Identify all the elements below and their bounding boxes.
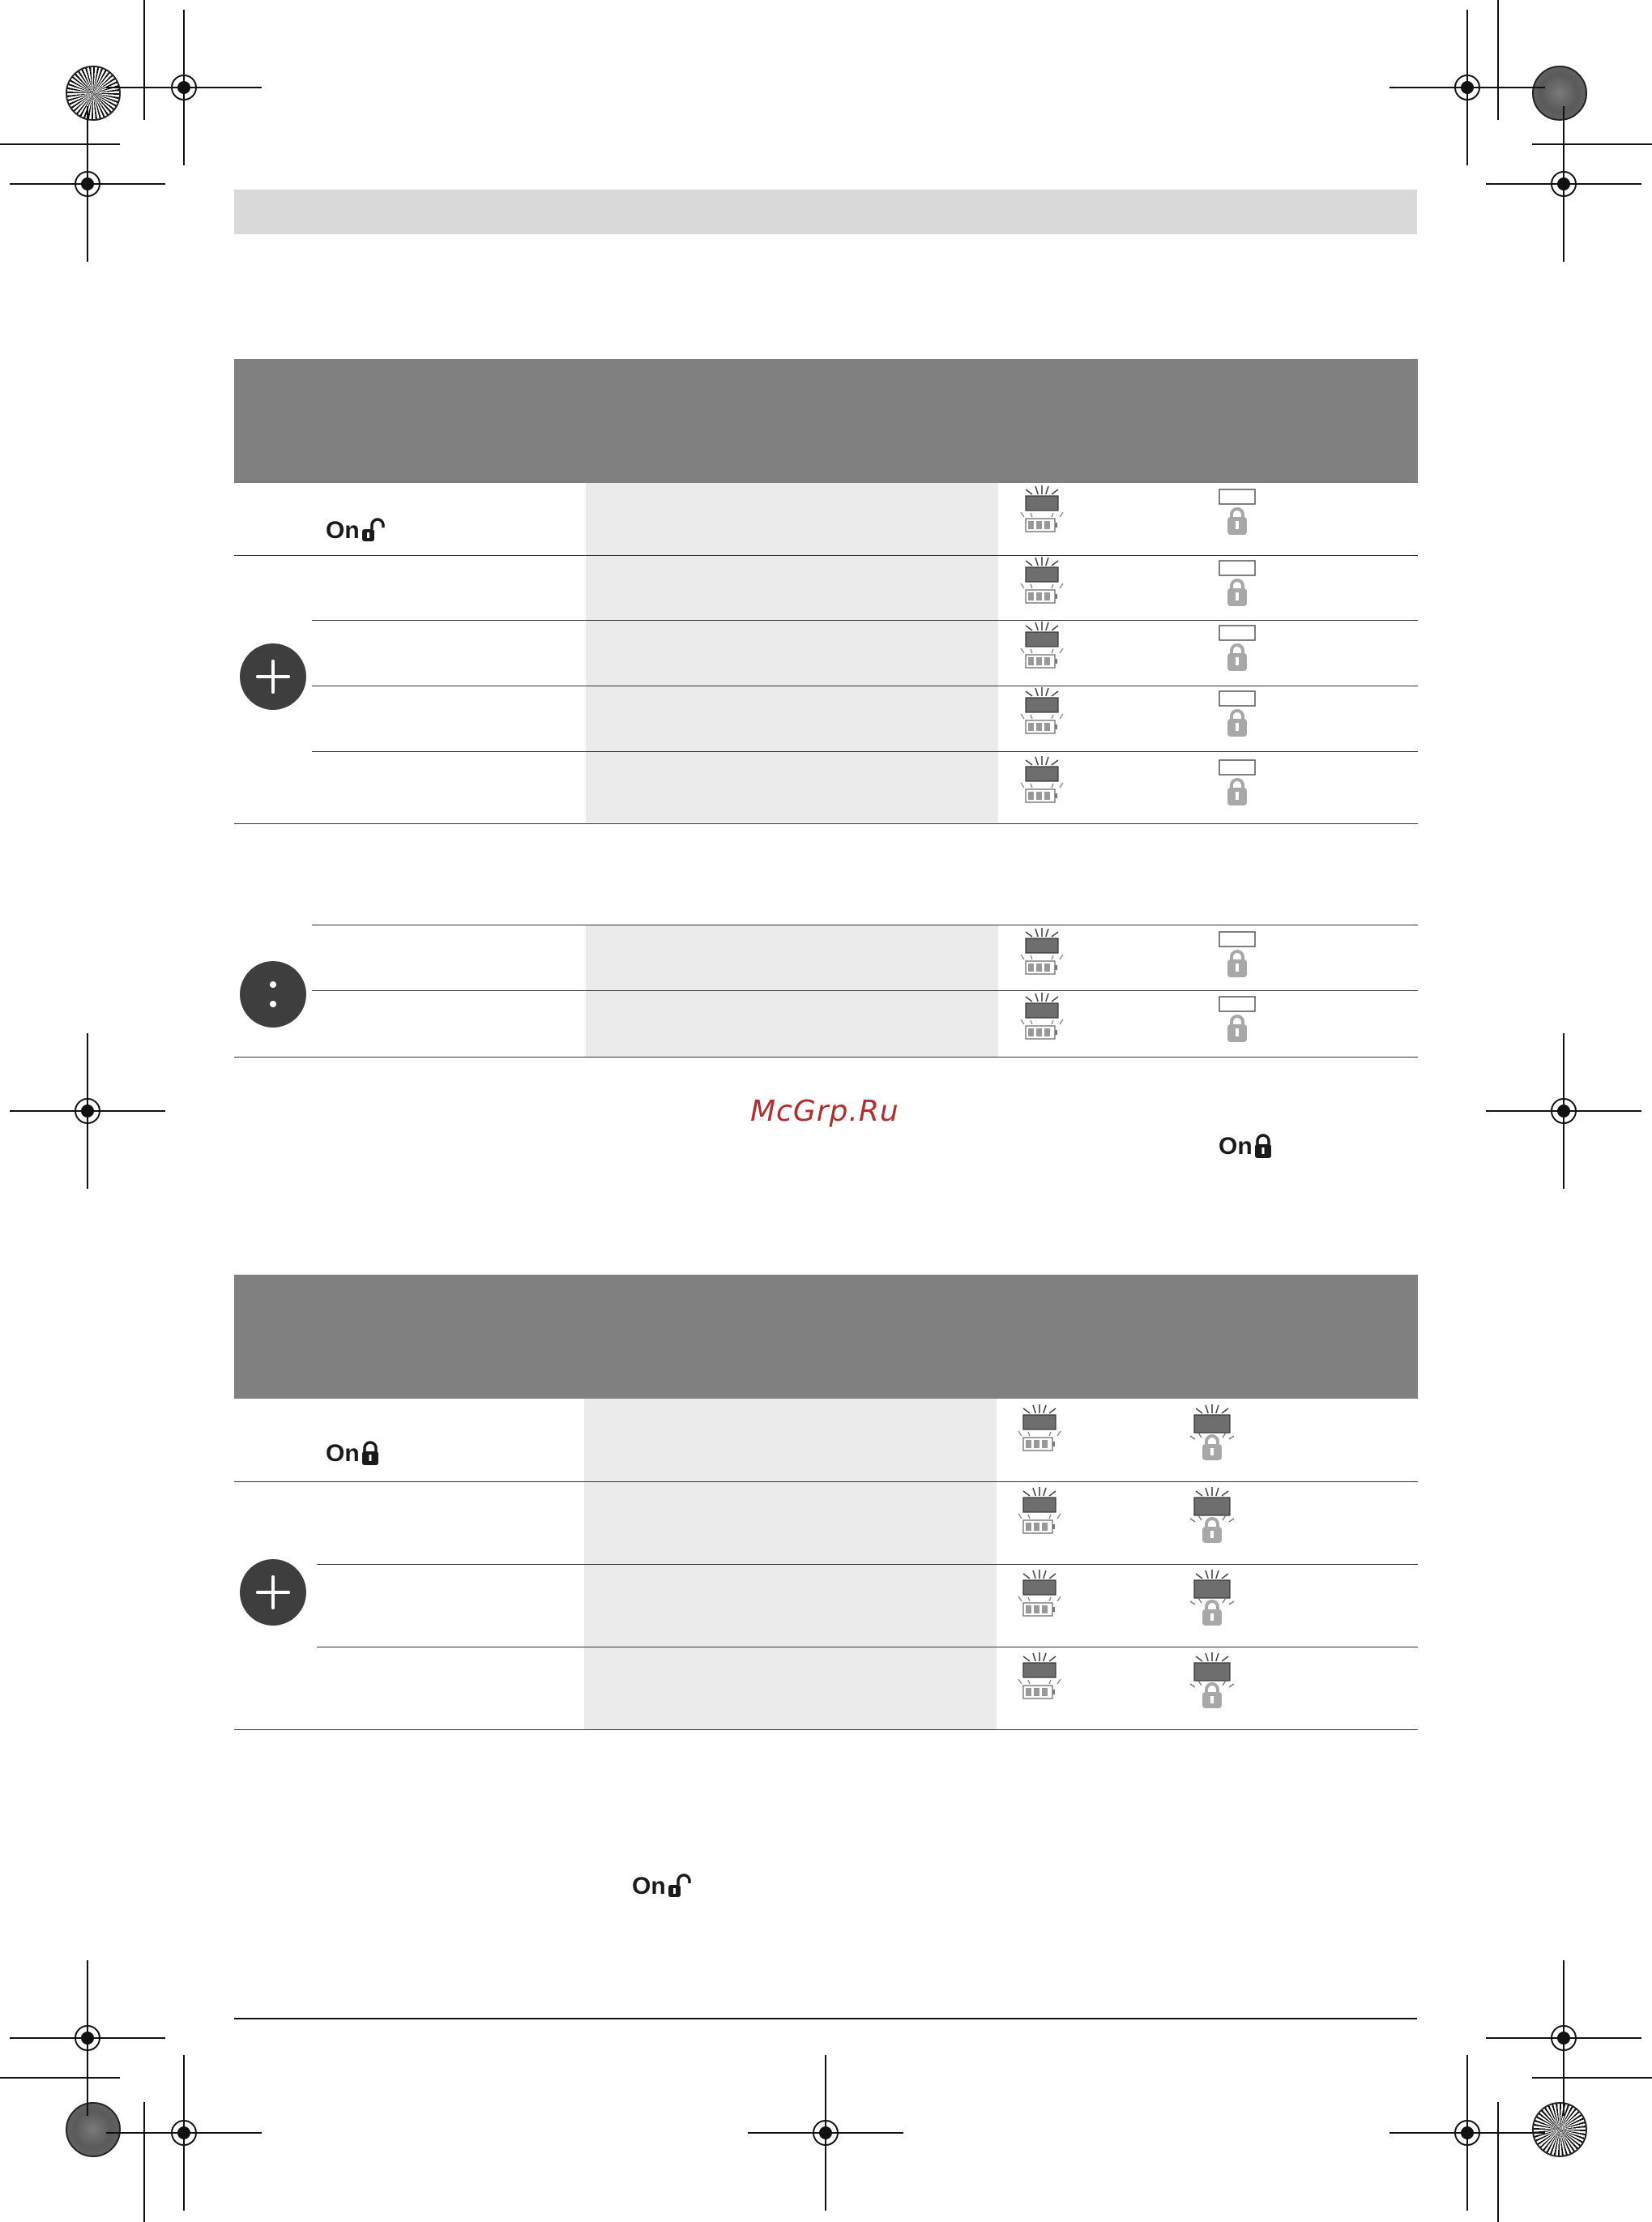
table-1-header	[234, 359, 1418, 483]
trim-mark	[0, 2077, 120, 2079]
table-3-header	[234, 1275, 1418, 1399]
lock-indicator-icon	[1213, 992, 1261, 1060]
on-label-text: On	[326, 1440, 360, 1467]
display-level-indicator-icon	[1015, 1404, 1064, 1464]
vertical-dots-icon	[270, 981, 276, 988]
table-1-bottom-rule	[234, 823, 1418, 824]
plus-button	[240, 1559, 306, 1626]
lock-indicator-icon	[1184, 1569, 1240, 1637]
page-header-bar	[234, 190, 1417, 234]
color-calibration-disc	[1532, 2102, 1587, 2157]
lock-indicator-icon	[1213, 485, 1261, 553]
display-level-indicator-icon	[1015, 1569, 1064, 1629]
display-level-indicator-icon	[1018, 755, 1066, 815]
on-label-text: On	[632, 1873, 666, 1899]
lock-indicator-icon	[1184, 1404, 1240, 1472]
padlock-closed-icon	[1254, 1134, 1272, 1160]
on-locked-label	[326, 1440, 379, 1468]
color-calibration-disc	[66, 2102, 121, 2157]
lock-indicator-icon	[1213, 556, 1261, 624]
padlock-open-icon	[668, 1874, 692, 1899]
on-unlocked-label	[326, 517, 386, 545]
display-level-indicator-icon	[1018, 686, 1066, 746]
color-calibration-disc	[1532, 66, 1587, 121]
table-1-shaded-column	[586, 483, 998, 823]
on-label-text: On	[326, 517, 360, 544]
padlock-open-icon	[361, 518, 386, 544]
trim-mark	[1532, 2077, 1652, 2079]
lock-indicator-icon	[1213, 755, 1261, 823]
on-label-text: On	[1219, 1133, 1253, 1160]
trim-mark	[1497, 2102, 1499, 2222]
on-locked-label	[1219, 1133, 1272, 1160]
lock-indicator-icon	[1213, 686, 1261, 754]
trim-mark	[143, 0, 145, 120]
color-calibration-disc	[66, 66, 121, 121]
display-level-indicator-icon	[1018, 927, 1066, 987]
lock-indicator-icon	[1184, 1486, 1240, 1554]
menu-button	[240, 961, 306, 1028]
table-2-shaded-column	[586, 925, 998, 1057]
display-level-indicator-icon	[1018, 992, 1066, 1052]
display-level-indicator-icon	[1015, 1486, 1064, 1546]
display-level-indicator-icon	[1018, 556, 1066, 616]
footer-rule	[234, 2018, 1417, 2019]
plus-button	[240, 643, 306, 710]
trim-mark	[143, 2102, 145, 2222]
table-3-row-divider	[317, 1564, 1418, 1565]
trim-mark	[0, 143, 120, 145]
table-3-bottom-rule	[234, 1729, 1418, 1730]
trim-mark	[1497, 0, 1499, 120]
trim-mark	[1532, 143, 1652, 145]
on-unlocked-label	[632, 1873, 692, 1900]
lock-indicator-icon	[1213, 927, 1261, 995]
display-level-indicator-icon	[1015, 1652, 1064, 1711]
padlock-closed-icon	[361, 1441, 379, 1467]
lock-indicator-icon	[1184, 1652, 1240, 1720]
display-level-indicator-icon	[1018, 485, 1066, 545]
watermark: McGrp.Ru	[750, 1095, 899, 1128]
display-level-indicator-icon	[1018, 621, 1066, 681]
lock-indicator-icon	[1213, 621, 1261, 689]
table-3-row-divider	[234, 1481, 1418, 1482]
